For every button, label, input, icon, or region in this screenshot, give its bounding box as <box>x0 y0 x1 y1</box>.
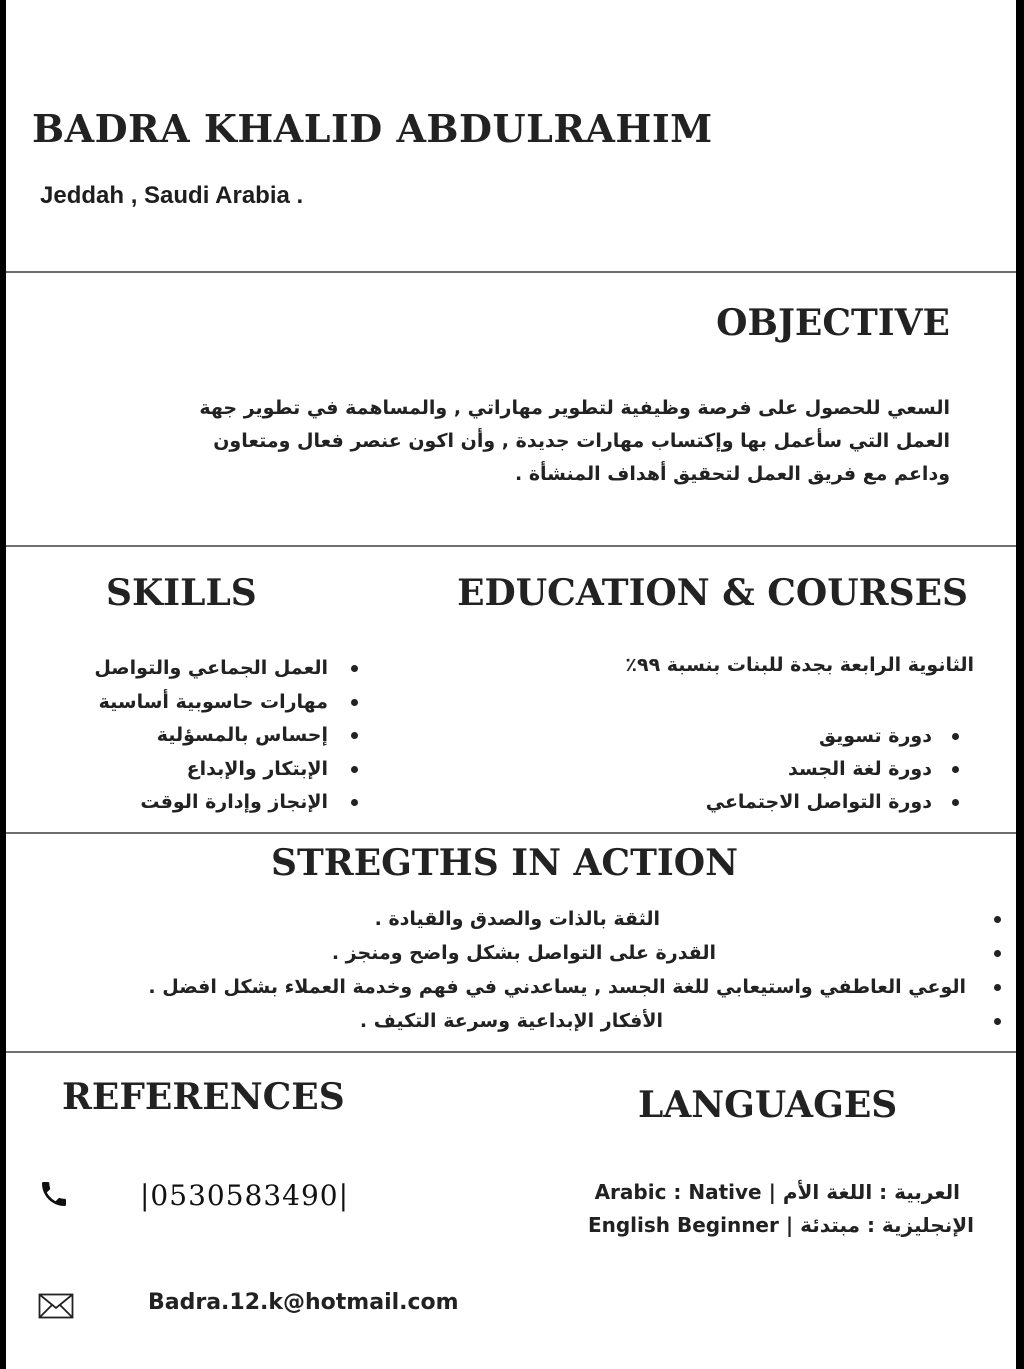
list-item: الثقة بالذات والصدق والقيادة . <box>46 902 966 936</box>
bullet-icon <box>952 799 959 806</box>
objective-line: السعي للحصول على فرصة وظيفية لتطوير مهاراتي , والمساهمة في تطوير جهة <box>199 397 950 419</box>
phone-number[interactable]: |0530583490| <box>140 1179 350 1212</box>
bullet-icon <box>351 799 358 806</box>
languages-title: LANGUAGES <box>638 1084 898 1126</box>
list-item: دورة التواصل الاجتماعي <box>532 786 932 819</box>
education-school: الثانوية الرابعة بجدة للبنات بنسبة ٩٩٪ <box>625 654 974 676</box>
list-item: دورة تسويق <box>532 720 932 753</box>
resume-page <box>6 0 1016 1369</box>
list-item: الأفكار الإبداعية وسرعة التكيف . <box>46 1004 966 1038</box>
objective-text <box>90 392 950 491</box>
skills-list <box>8 652 328 820</box>
bullet-icon <box>994 916 1001 923</box>
list-item: الوعي العاطفي واستيعابي للغة الجسد , يساعدني في فهم وخدمة العملاء بشكل افضل . <box>46 970 966 1004</box>
envelope-icon <box>38 1293 74 1323</box>
divider <box>6 1051 1016 1053</box>
list-item: دورة لغة الجسد <box>532 753 932 786</box>
divider <box>6 271 1016 273</box>
bullet-icon <box>351 732 358 739</box>
email-address[interactable]: Badra.12.k@hotmail.com <box>148 1290 459 1315</box>
phone-icon <box>38 1178 70 1214</box>
list-item: القدرة على التواصل بشكل واضح ومنجز . <box>46 936 966 970</box>
list-item: إحساس بالمسؤلية <box>8 719 328 753</box>
references-title: REFERENCES <box>62 1076 345 1118</box>
list-item: مهارات حاسوبية أساسية <box>8 686 328 720</box>
strengths-list <box>46 902 966 1038</box>
education-title: EDUCATION & COURSES <box>457 572 968 614</box>
list-item: الإبتكار والإبداع <box>8 753 328 787</box>
bullet-icon <box>994 1018 1001 1025</box>
bullet-icon <box>351 766 358 773</box>
bullet-icon <box>952 766 959 773</box>
list-item: العمل الجماعي والتواصل <box>8 652 328 686</box>
location: Jeddah , Saudi Arabia . <box>40 182 304 209</box>
languages-list <box>454 1176 974 1242</box>
bullet-icon <box>994 950 1001 957</box>
bullet-icon <box>994 984 1001 991</box>
list-item: الإنجاز وإدارة الوقت <box>8 786 328 820</box>
courses-list <box>532 720 932 819</box>
skills-title: SKILLS <box>106 572 257 614</box>
objective-title: OBJECTIVE <box>716 302 950 344</box>
strengths-title: STREGTHS IN ACTION <box>271 842 738 884</box>
language-line: الإنجليزية : مبتدئة | English Beginner <box>587 1213 974 1237</box>
language-line: العربية : اللغة الأم | Arabic : Native <box>594 1180 960 1204</box>
person-name: BADRA KHALID ABDULRAHIM <box>32 106 713 151</box>
bullet-icon <box>351 665 358 672</box>
bullet-icon <box>952 733 959 740</box>
bullet-icon <box>351 699 358 706</box>
divider <box>6 832 1016 834</box>
divider <box>6 545 1016 547</box>
objective-line: العمل التي سأعمل بها وإكتساب مهارات جديدة , وأن اكون عنصر فعال ومتعاون <box>213 430 950 452</box>
objective-line: وداعم مع فريق العمل لتحقيق أهداف المنشأة . <box>514 463 950 485</box>
